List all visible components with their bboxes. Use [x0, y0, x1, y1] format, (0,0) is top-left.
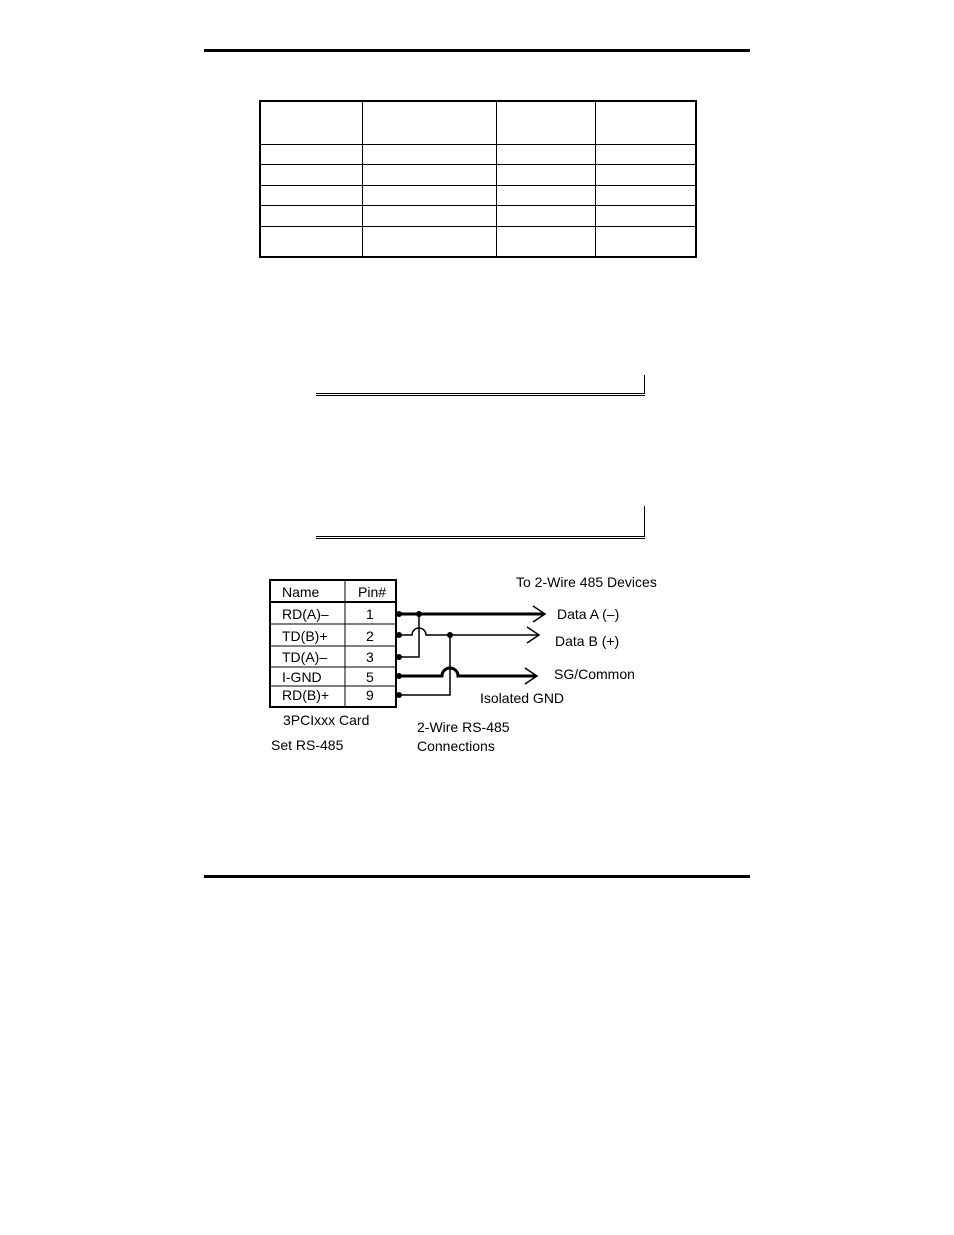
label-data-a: Data A (–) [557, 606, 620, 622]
pin-number-5: 5 [366, 669, 374, 685]
wire-sg-common [398, 668, 536, 676]
pin-number-2: 2 [366, 628, 374, 644]
label-sg-common: SG/Common [554, 666, 635, 682]
pin-name-td-b: TD(B)+ [282, 628, 328, 644]
label-card: 3PCIxxx Card [283, 712, 370, 728]
pin-number-1: 1 [366, 606, 374, 622]
label-data-b: Data B (+) [555, 633, 620, 649]
pin-number-9: 9 [366, 687, 374, 703]
pin-name-rd-b: RD(B)+ [282, 687, 330, 703]
label-connections-line1: 2-Wire RS-485 [417, 719, 510, 735]
pin-name-td-a: TD(A)– [282, 649, 328, 665]
pin-number-3: 3 [366, 649, 374, 665]
label-connections-line2: Connections [417, 738, 495, 754]
pin-table-header-name: Name [282, 584, 320, 600]
label-isolated-gnd: Isolated GND [480, 690, 565, 706]
junction-dots [396, 611, 453, 698]
pin-name-rd-a: RD(A)– [282, 606, 329, 622]
wires [398, 606, 545, 695]
wire-bus-b [398, 635, 450, 695]
bottom-rule [204, 875, 750, 878]
label-set-mode: Set RS-485 [271, 737, 344, 753]
pin-table-header-pin: Pin# [358, 584, 387, 600]
pin-name-i-gnd: I-GND [282, 669, 322, 685]
label-devices: To 2-Wire 485 Devices [516, 574, 657, 590]
